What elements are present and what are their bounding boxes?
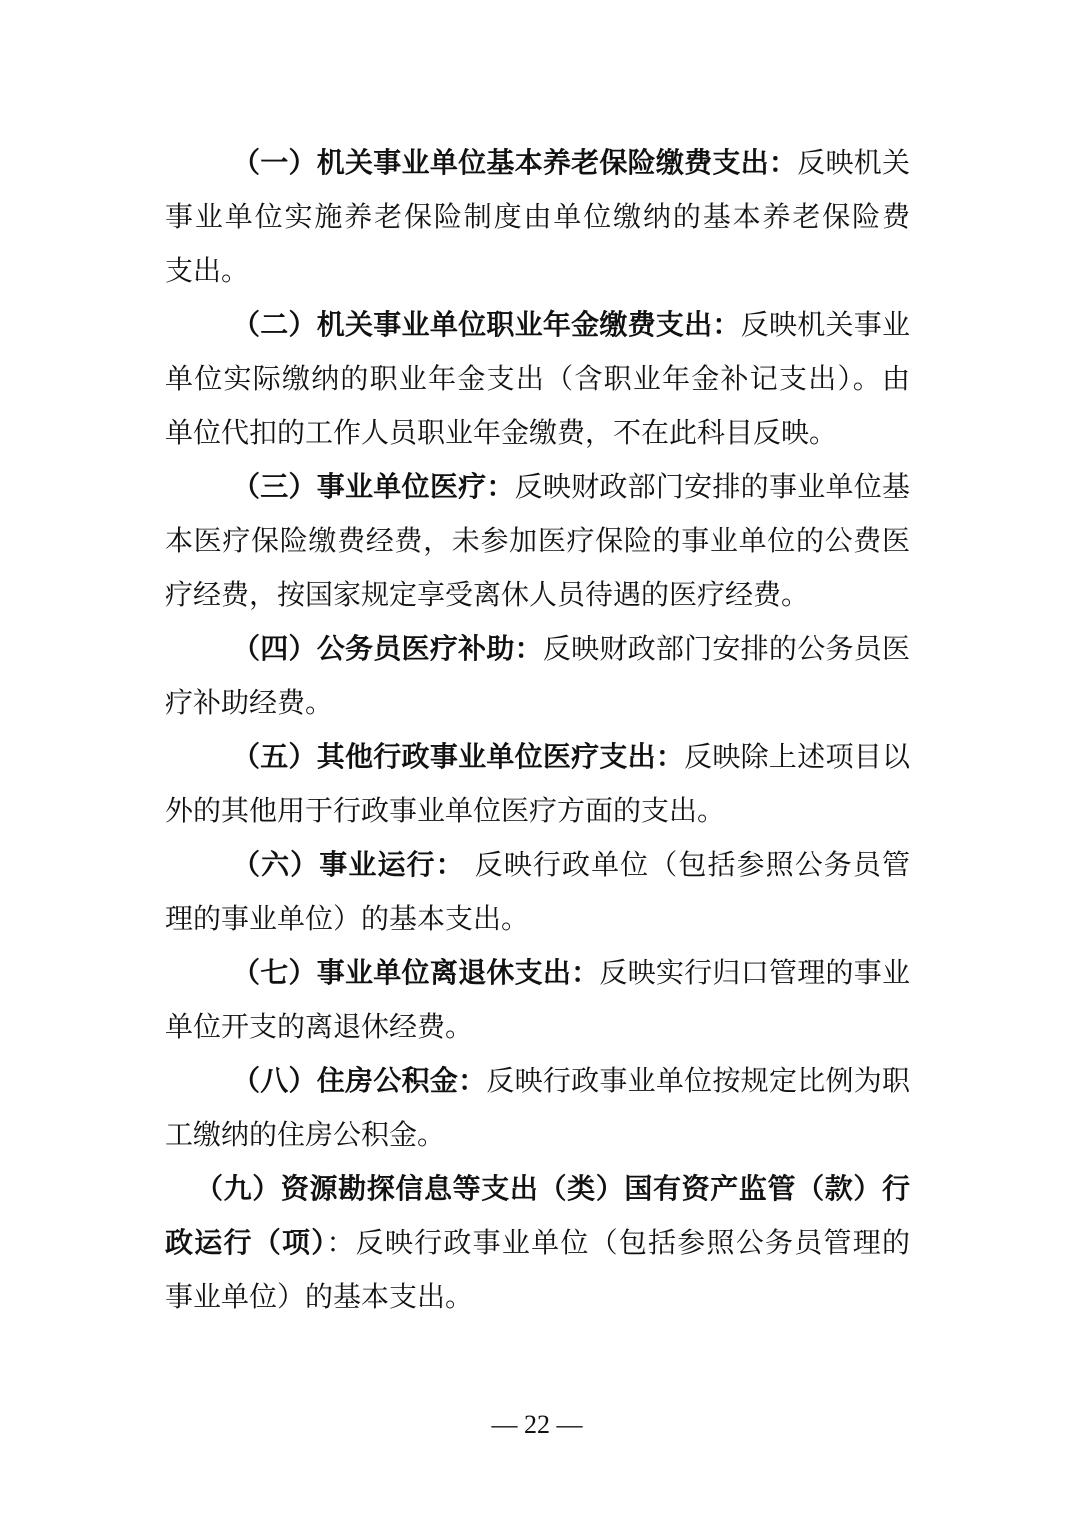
paragraph-text: 单位实际缴纳的职业年金支出（含职业年金补记支出）。由 — [165, 362, 910, 395]
paragraph-heading: （二）机关事业单位职业年金缴费支出： — [232, 308, 741, 341]
page-number: — 22 — — [491, 1410, 583, 1439]
paragraph — [165, 838, 910, 946]
text-line — [165, 1054, 910, 1108]
paragraph — [165, 946, 910, 1054]
text-line — [165, 730, 910, 784]
paragraph — [165, 622, 910, 730]
paragraph-heading: （九）资源勘探信息等支出（类）国有资产监管（款）行 — [195, 1172, 910, 1205]
text-line — [165, 298, 910, 352]
text-line — [165, 406, 910, 460]
text-line — [165, 514, 910, 568]
text-line — [165, 568, 910, 622]
paragraph-heading: （六）事业运行： — [232, 848, 465, 881]
paragraph — [165, 460, 910, 622]
paragraph-text: 反映行政单位（包括参照公务员管 — [464, 848, 910, 881]
paragraph-text: 本医疗保险缴费经费，未参加医疗保险的事业单位的公费医 — [165, 524, 910, 557]
text-line — [165, 784, 910, 838]
text-line — [165, 838, 910, 892]
paragraph-heading: 政运行（项） — [165, 1226, 327, 1259]
paragraph-heading: （一）机关事业单位基本养老保险缴费支出： — [232, 146, 798, 179]
text-line — [165, 1216, 910, 1270]
paragraph-text: 反映实行归口管理的事业 — [599, 956, 910, 989]
text-line — [165, 244, 910, 298]
paragraph-heading: （四）公务员医疗补助： — [232, 632, 543, 665]
paragraph-heading: （七）事业单位离退休支出： — [232, 956, 600, 989]
paragraph-text: 单位代扣的工作人员职业年金缴费，不在此科目反映。 — [165, 416, 838, 449]
text-line — [165, 1270, 910, 1324]
text-line — [165, 352, 910, 406]
paragraph-heading: （五）其他行政事业单位医疗支出： — [232, 740, 685, 773]
paragraph — [165, 1162, 910, 1324]
paragraph-text: 单位开支的离退休经费。 — [165, 1010, 474, 1043]
paragraph-text: 反映除上述项目以 — [684, 740, 910, 773]
text-line — [165, 136, 910, 190]
paragraph-heading: （三）事业单位医疗： — [232, 470, 515, 503]
paragraph — [165, 136, 910, 298]
paragraph-text: 反映财政部门安排的事业单位基 — [514, 470, 910, 503]
paragraph-text: 支出。 — [165, 254, 250, 287]
text-line — [165, 1000, 910, 1054]
paragraph-text: 反映财政部门安排的公务员医 — [542, 632, 910, 665]
text-line — [165, 622, 910, 676]
paragraph-text: 工缴纳的住房公积金。 — [165, 1118, 446, 1151]
paragraph-text: 外的其他用于行政事业单位医疗方面的支出。 — [165, 794, 726, 827]
paragraph-text: 反映机关事业 — [740, 308, 910, 341]
paragraph-text: 事业单位实施养老保险制度由单位缴纳的基本养老保险费 — [165, 200, 910, 233]
paragraph-text: 理的事业单位）的基本支出。 — [165, 902, 530, 935]
paragraph-text: 疗经费，按国家规定享受离休人员待遇的医疗经费。 — [165, 578, 810, 611]
paragraph — [165, 730, 910, 838]
document-body — [165, 136, 910, 1324]
text-line — [165, 892, 910, 946]
text-line — [165, 460, 910, 514]
paragraph-text: 反映机关 — [797, 146, 910, 179]
paragraph — [165, 1054, 910, 1162]
text-line — [165, 676, 910, 730]
paragraph — [165, 298, 910, 460]
paragraph-text: 反映行政事业单位按规定比例为职 — [486, 1064, 910, 1097]
paragraph-text: 事业单位）的基本支出。 — [165, 1280, 474, 1313]
text-line — [165, 946, 910, 1000]
text-line — [165, 1108, 910, 1162]
text-line — [165, 1162, 910, 1216]
paragraph-text: ：反映行政事业单位（包括参照公务员管理的 — [326, 1226, 910, 1259]
paragraph-text: 疗补助经费。 — [165, 686, 334, 719]
paragraph-heading: （八）住房公积金： — [232, 1064, 487, 1097]
text-line — [165, 190, 910, 244]
